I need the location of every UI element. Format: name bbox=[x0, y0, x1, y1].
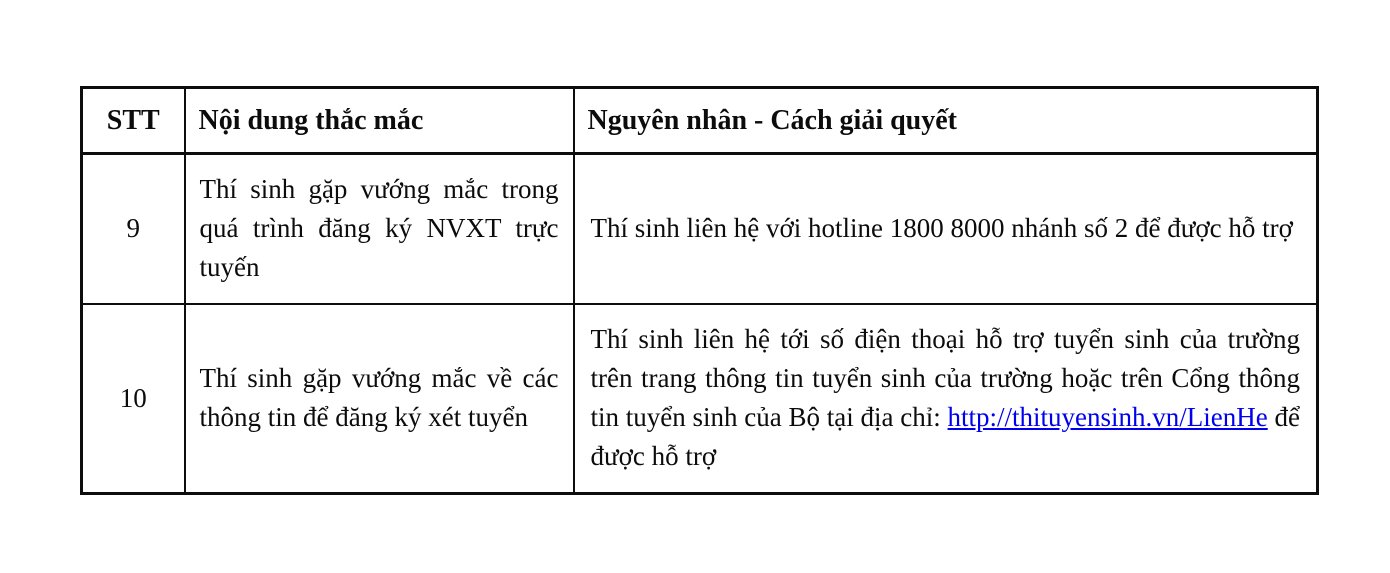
stt-cell: 9 bbox=[82, 154, 185, 304]
answer-cell bbox=[574, 304, 1318, 494]
answer-text-after-link: để được hỗ trợ bbox=[590, 402, 1300, 472]
stt-cell: 10 bbox=[82, 304, 185, 494]
thituyensinh-link[interactable]: http://thituyensinh.vn/LienHe bbox=[947, 402, 1268, 433]
answer-text-before-link: Thí sinh liên hệ tới số điện thoại hỗ trợ tuyển sinh của trường trên trang thông tin tuyển sinh của trường hoặc trên Cổng thông tin tuyển sinh của Bộ tại địa chỉ: bbox=[590, 324, 1300, 433]
question-cell: Thí sinh gặp vướng mắc trong quá trình đăng ký NVXT trực tuyến bbox=[185, 154, 574, 304]
header-question: Nội dung thắc mắc bbox=[185, 88, 574, 154]
faq-table bbox=[80, 86, 1319, 495]
header-answer: Nguyên nhân - Cách giải quyết bbox=[574, 88, 1318, 154]
table-row-10 bbox=[82, 304, 1318, 494]
question-cell: Thí sinh gặp vướng mắc về các thông tin để đăng ký xét tuyển bbox=[185, 304, 574, 494]
header-row bbox=[82, 88, 1318, 154]
table-row-9 bbox=[82, 154, 1318, 304]
header-stt: STT bbox=[82, 88, 185, 154]
answer-cell: Thí sinh liên hệ với hotline 1800 8000 nhánh số 2 để được hỗ trợ bbox=[574, 154, 1318, 304]
